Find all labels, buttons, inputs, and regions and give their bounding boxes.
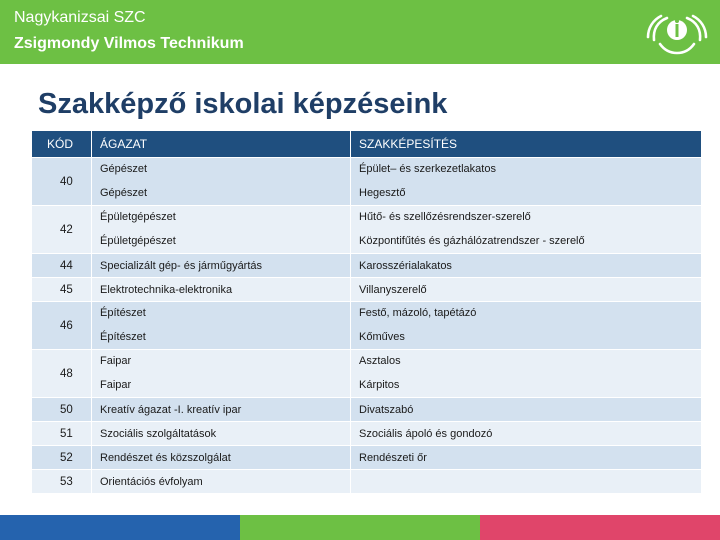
sector-text: Építészet: [100, 307, 146, 319]
sector-text: Elektrotechnika-elektronika: [92, 278, 351, 302]
sector-text: Épületgépészet: [100, 211, 176, 223]
table-row: [32, 422, 702, 446]
table-header-row: [32, 131, 702, 158]
school-emblem-icon: [645, 10, 709, 56]
training-table: [31, 130, 702, 494]
row-code: 52: [32, 446, 92, 470]
row-code: 45: [32, 278, 92, 302]
qualification-text: Festő, mázoló, tapétázó: [359, 307, 477, 319]
table-row: [32, 302, 702, 350]
row-code: 42: [32, 206, 92, 254]
row-code: 40: [32, 158, 92, 206]
sector-text: Rendészet és közszolgálat: [92, 446, 351, 470]
table-row: [32, 470, 702, 494]
page-title: Szakképző iskolai képzéseink: [38, 88, 448, 120]
sector-text: Specializált gép- és járműgyártás: [92, 254, 351, 278]
qualification-text: Hegesztő: [359, 186, 406, 199]
qualification-text: Asztalos: [359, 355, 401, 367]
row-sector: [92, 350, 351, 398]
qualification-text: Kárpitos: [359, 378, 400, 391]
row-qualification: [351, 158, 702, 206]
row-qualification: [351, 206, 702, 254]
qualification-text: Karosszérialakatos: [351, 254, 702, 278]
qualification-text: Szociális ápoló és gondozó: [351, 422, 702, 446]
qualification-text: Villanyszerelő: [351, 278, 702, 302]
sector-text: Faipar: [100, 378, 132, 391]
row-code: 53: [32, 470, 92, 494]
row-code: 44: [32, 254, 92, 278]
row-sector: [92, 302, 351, 350]
row-code: 51: [32, 422, 92, 446]
row-sector: [92, 158, 351, 206]
school-district-name: Nagykanizsai SZC: [14, 9, 146, 26]
sector-text: Orientációs évfolyam: [92, 470, 351, 494]
sector-text: Építészet: [100, 330, 146, 343]
row-code: 50: [32, 398, 92, 422]
footer-stripe-green: [240, 515, 480, 540]
table-row: [32, 446, 702, 470]
header-bar: [0, 0, 720, 64]
qualification-text: Épület– és szerkezetlakatos: [359, 163, 496, 175]
column-header-qualification: SZAKKÉPESÍTÉS: [351, 131, 702, 158]
row-sector: [92, 206, 351, 254]
column-header-sector: ÁGAZAT: [92, 131, 351, 158]
row-qualification: [351, 350, 702, 398]
table-row: [32, 206, 702, 254]
row-qualification: [351, 302, 702, 350]
row-code: 48: [32, 350, 92, 398]
sector-text: Kreatív ágazat -I. kreatív ipar: [92, 398, 351, 422]
table-row: [32, 350, 702, 398]
school-name: Zsigmondy Vilmos Technikum: [14, 35, 244, 52]
sector-text: Gépészet: [100, 186, 148, 199]
qualification-text: Hűtő- és szellőzésrendszer-szerelő: [359, 211, 531, 223]
column-header-code: KÓD: [32, 131, 92, 158]
qualification-text: Központifűtés és gázhálózatrendszer - szerelő: [359, 234, 585, 247]
table-row: [32, 254, 702, 278]
qualification-text: Rendészeti őr: [351, 446, 702, 470]
footer-stripe-blue: [0, 515, 240, 540]
sector-text: Szociális szolgáltatások: [92, 422, 351, 446]
sector-text: Gépészet: [100, 163, 148, 175]
sector-text: Faipar: [100, 355, 132, 367]
table-row: [32, 398, 702, 422]
qualification-text: [351, 470, 702, 494]
qualification-text: Divatszabó: [351, 398, 702, 422]
row-code: 46: [32, 302, 92, 350]
qualification-text: Kőműves: [359, 330, 405, 343]
sector-text: Épületgépészet: [100, 234, 176, 247]
table-row: [32, 158, 702, 206]
table-row: [32, 278, 702, 302]
footer-stripe-pink: [480, 515, 720, 540]
